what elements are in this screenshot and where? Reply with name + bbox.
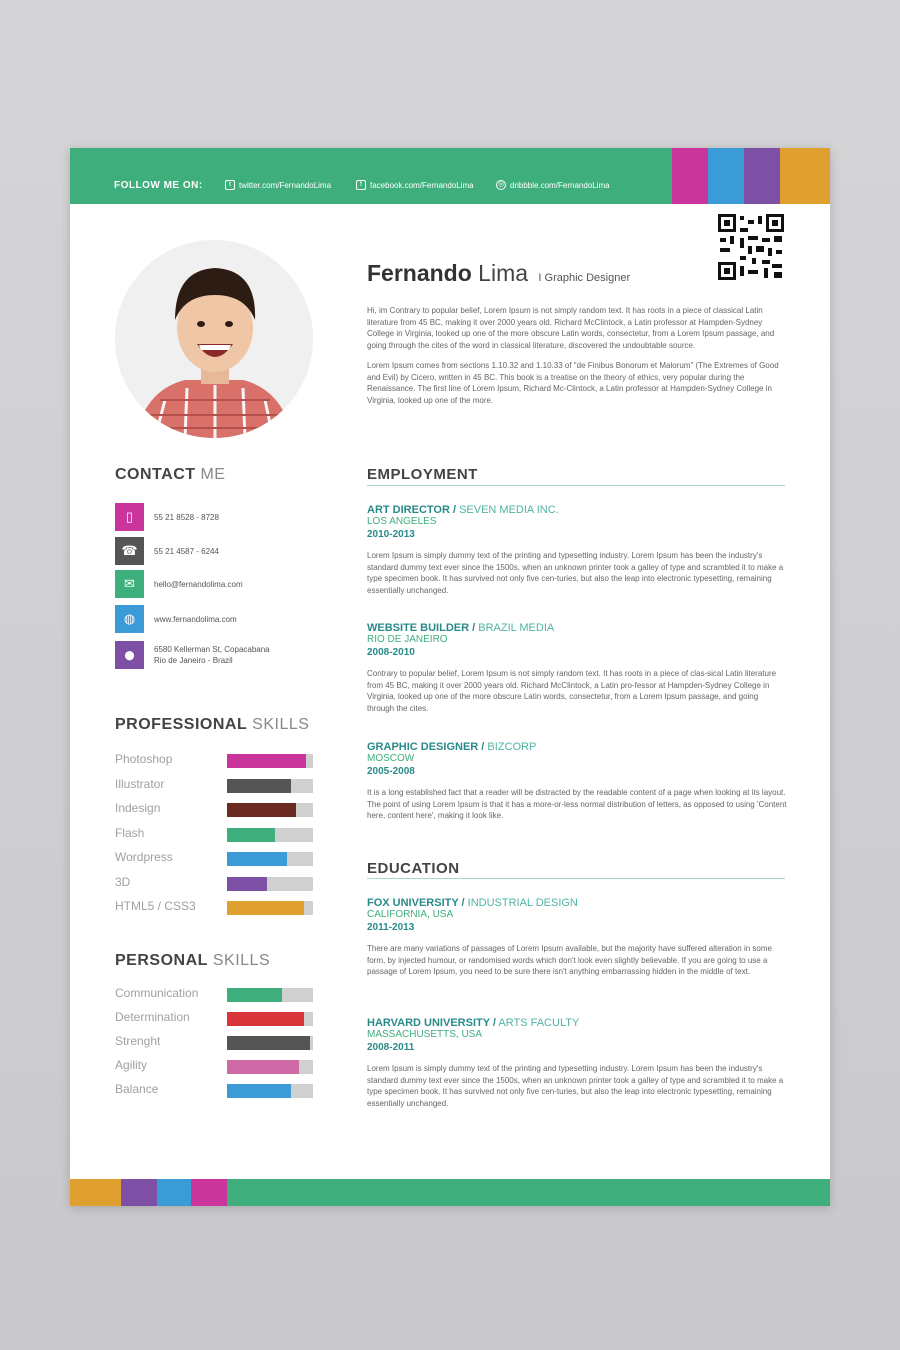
skill-bar-track bbox=[227, 901, 313, 915]
skill-bar-fill bbox=[227, 901, 304, 915]
skill-name: 3D bbox=[115, 874, 131, 889]
intro-paragraph: Hi, im Contrary to popular belief, Lorem Ipsum is not simply random text. It has roots in a piece of classical Latin literature from 45 BC, making it over 2000 years old. Richard McClintock, a Latin professor at Hampden-Sydney College in Virginia, looked up one of the more obscure Latin words, consectetur, from a Lorem Ipsum passage, and going through the cites of the word in classical literature, discovered the undoubtable source. bbox=[367, 306, 775, 350]
footer-block-magenta bbox=[191, 1179, 227, 1206]
skill-row bbox=[115, 1058, 315, 1074]
mail-icon: ✉ bbox=[115, 570, 144, 598]
header-color-blocks bbox=[672, 148, 830, 204]
contact-phone-text: 55 21 4587 - 6244 bbox=[154, 546, 219, 556]
skill-row bbox=[115, 986, 315, 1002]
resume-page bbox=[70, 148, 830, 1206]
skill-bar-fill bbox=[227, 988, 282, 1002]
contact-mobile-text: 55 21 8528 - 8728 bbox=[154, 512, 219, 522]
skill-bar-track bbox=[227, 852, 313, 866]
personal-skills-title: PERSONAL SKILLS bbox=[115, 952, 271, 969]
social-dribbble[interactable] bbox=[496, 180, 610, 190]
skill-bar-track bbox=[227, 803, 313, 817]
profile-name bbox=[367, 260, 630, 287]
intro-paragraph: Lorem Ipsum comes from sections 1.10.32 and 1.10.33 of "de Finibus Bonorum et Malorum" (The Extremes of Good and Evil) by Cicero, written in 45 BC. This book is a treatise on the theory of ethics, very popular during the Renaissance. The first line of Lorem Ipsum, Richard Mc-Clintock, a Latin professor at Hampden-Sydney College in Virginia, looked up one of the more. bbox=[367, 361, 779, 405]
skill-name: Indesign bbox=[115, 801, 161, 815]
education-title: EDUCATION bbox=[367, 860, 460, 877]
contact-address bbox=[115, 641, 315, 669]
footer-block-purple bbox=[121, 1179, 157, 1206]
skill-row bbox=[115, 752, 315, 768]
last-name: Lima bbox=[478, 260, 529, 286]
qr-code bbox=[718, 214, 784, 280]
skill-bar-track bbox=[227, 1036, 313, 1050]
social-dribbble-text: dribbble.com/FernandoLima bbox=[510, 180, 610, 190]
profile-photo bbox=[115, 240, 313, 438]
mobile-icon: ▯ bbox=[115, 503, 144, 531]
skill-bar-fill bbox=[227, 1060, 299, 1074]
contact-email[interactable] bbox=[115, 570, 315, 598]
skill-bar-fill bbox=[227, 803, 296, 817]
skill-row bbox=[115, 801, 315, 817]
header-bar bbox=[70, 148, 830, 204]
social-facebook-text: facebook.com/FernandoLima bbox=[370, 180, 474, 190]
social-twitter-text: twitter.com/FernandoLima bbox=[239, 180, 332, 190]
contact-title: CONTACT ME bbox=[115, 466, 226, 483]
employment-entry: WEBSITE BUILDER / BRAZIL MEDIA RIO DE JANEIRO 2008-2010 Contrary to popular belief, Lorem Ipsum is not simply random text. It has roots in a piece of clas-sical Latin literature from 45 BC, making it over 2000 years old. Richard McClintock, a Latin pro-fessor at Hampden-Sydney College in Virginia, looked up one of the more obscure Latin words, consectetur, from a Lorem Ipsum passage, and going through the cites. bbox=[367, 622, 777, 713]
education-divider bbox=[367, 878, 785, 879]
skill-row bbox=[115, 850, 315, 866]
skill-bar-fill bbox=[227, 852, 287, 866]
social-twitter[interactable] bbox=[225, 180, 331, 190]
contact-website-text: www.fernandolima.com bbox=[154, 614, 237, 624]
employment-title: EMPLOYMENT bbox=[367, 466, 478, 483]
skill-bar-fill bbox=[227, 1012, 304, 1026]
dribbble-icon: ◎ bbox=[497, 181, 505, 188]
education-entry: FOX UNIVERSITY / INDUSTRIAL DESIGN CALIFORNIA, USA 2011-2013 There are many variations of passages of Lorem Ipsum available, but the majority have suffered alteration in some form, by injected humour, or randomised words which don't look even slightly believable. If you are going to use a passage of Lorem Ipsum, you need to be sure there isn't anything embarrassing hidden in the middle of text. bbox=[367, 897, 772, 976]
skill-bar-track bbox=[227, 1060, 313, 1074]
follow-label: FOLLOW ME ON: bbox=[114, 180, 203, 191]
footer-block-green bbox=[227, 1179, 830, 1206]
contact-mobile[interactable] bbox=[115, 503, 315, 531]
contact-address-text: 6580 Kellerman St, Copacabana Rio de Janeiro - Brazil bbox=[154, 645, 270, 665]
skill-bar-track bbox=[227, 1084, 313, 1098]
skill-row bbox=[115, 777, 315, 793]
skill-row bbox=[115, 1010, 315, 1026]
color-block-orange bbox=[780, 148, 830, 204]
skill-name: Communication bbox=[115, 986, 199, 1000]
twitter-icon: t bbox=[225, 180, 235, 190]
skill-bar-fill bbox=[227, 877, 267, 891]
skill-bar-fill bbox=[227, 754, 306, 768]
employment-entry: ART DIRECTOR / SEVEN MEDIA INC. LOS ANGELES 2010-2013 Lorem Ipsum is simply dummy text of the printing and typesetting industry. Lorem Ipsum has been the industry's standard dummy text ever since the 1500s, when an unknown printer took a galley of type and scrambled it to make a type specimen book. It has survived not only five cen-turies, but also the leap into electronic typesetting, remaining essentially unchanged. bbox=[367, 504, 784, 595]
contact-phone[interactable] bbox=[115, 537, 315, 565]
job-title: I Graphic Designer bbox=[538, 272, 631, 284]
skill-row bbox=[115, 1082, 315, 1098]
skill-bar-track bbox=[227, 988, 313, 1002]
skill-bar-fill bbox=[227, 828, 275, 842]
color-block-magenta bbox=[672, 148, 708, 204]
footer-block-orange bbox=[70, 1179, 121, 1206]
phone-icon: ☎ bbox=[115, 537, 144, 565]
footer-bar bbox=[70, 1179, 830, 1206]
contact-website[interactable] bbox=[115, 605, 315, 633]
skill-row bbox=[115, 899, 315, 915]
skill-bar-track bbox=[227, 877, 313, 891]
contact-email-text: hello@fernandolima.com bbox=[154, 579, 243, 589]
education-entry: HARVARD UNIVERSITY / ARTS FACULTY MASSACHUSETTS, USA 2008-2011 Lorem Ipsum is simply dummy text of the printing and typesetting industry. Lorem Ipsum has been the industry's standard dummy text ever since the 1500s, when an unknown printer took a galley of type and scrambled it to make a type specimen book. It has survived not only five cen-turies, but also the leap into electronic typesetting, remaining essentially unchanged. bbox=[367, 1017, 784, 1108]
skill-bar-fill bbox=[227, 1036, 310, 1050]
location-icon: ⬤ bbox=[115, 641, 144, 669]
skill-bar-track bbox=[227, 779, 313, 793]
professional-skills-title: PROFESSIONAL SKILLS bbox=[115, 716, 310, 733]
skill-bar-track bbox=[227, 828, 313, 842]
skill-row bbox=[115, 1034, 315, 1050]
color-block-purple bbox=[744, 148, 780, 204]
skill-name: Agility bbox=[115, 1058, 148, 1072]
employment-entry: GRAPHIC DESIGNER / BIZCORP MOSCOW 2005-2008 It is a long established fact that a reader will be distracted by the readable content of a page when looking at its layout. The point of using Lorem Ipsum is that it has a more-or-less normal distribution of letters, as opposed to using 'Content here, content here', making it look like. bbox=[367, 741, 787, 820]
skill-bar-track bbox=[227, 754, 313, 768]
skill-name: HTML5 / CSS3 bbox=[115, 899, 196, 913]
first-name: Fernando bbox=[367, 260, 472, 286]
globe-icon: ◍ bbox=[115, 605, 144, 633]
color-block-blue bbox=[708, 148, 744, 204]
skill-row bbox=[115, 875, 315, 891]
employment-divider bbox=[367, 485, 785, 486]
skill-name: Strenght bbox=[115, 1034, 161, 1048]
skill-bar-fill bbox=[227, 779, 291, 793]
skill-row bbox=[115, 826, 315, 842]
skill-name: Illustrator bbox=[115, 776, 165, 791]
skill-bar-track bbox=[227, 1012, 313, 1026]
social-facebook[interactable] bbox=[356, 180, 474, 190]
skill-name: Balance bbox=[115, 1082, 159, 1096]
skill-name: Wordpress bbox=[115, 850, 173, 864]
intro-text bbox=[367, 305, 787, 415]
footer-block-blue bbox=[157, 1179, 191, 1206]
facebook-icon: f bbox=[356, 180, 366, 190]
skill-name: Determination bbox=[115, 1010, 190, 1024]
skill-name: Photoshop bbox=[115, 752, 173, 766]
skill-bar-fill bbox=[227, 1084, 291, 1098]
skill-name: Flash bbox=[115, 825, 145, 840]
